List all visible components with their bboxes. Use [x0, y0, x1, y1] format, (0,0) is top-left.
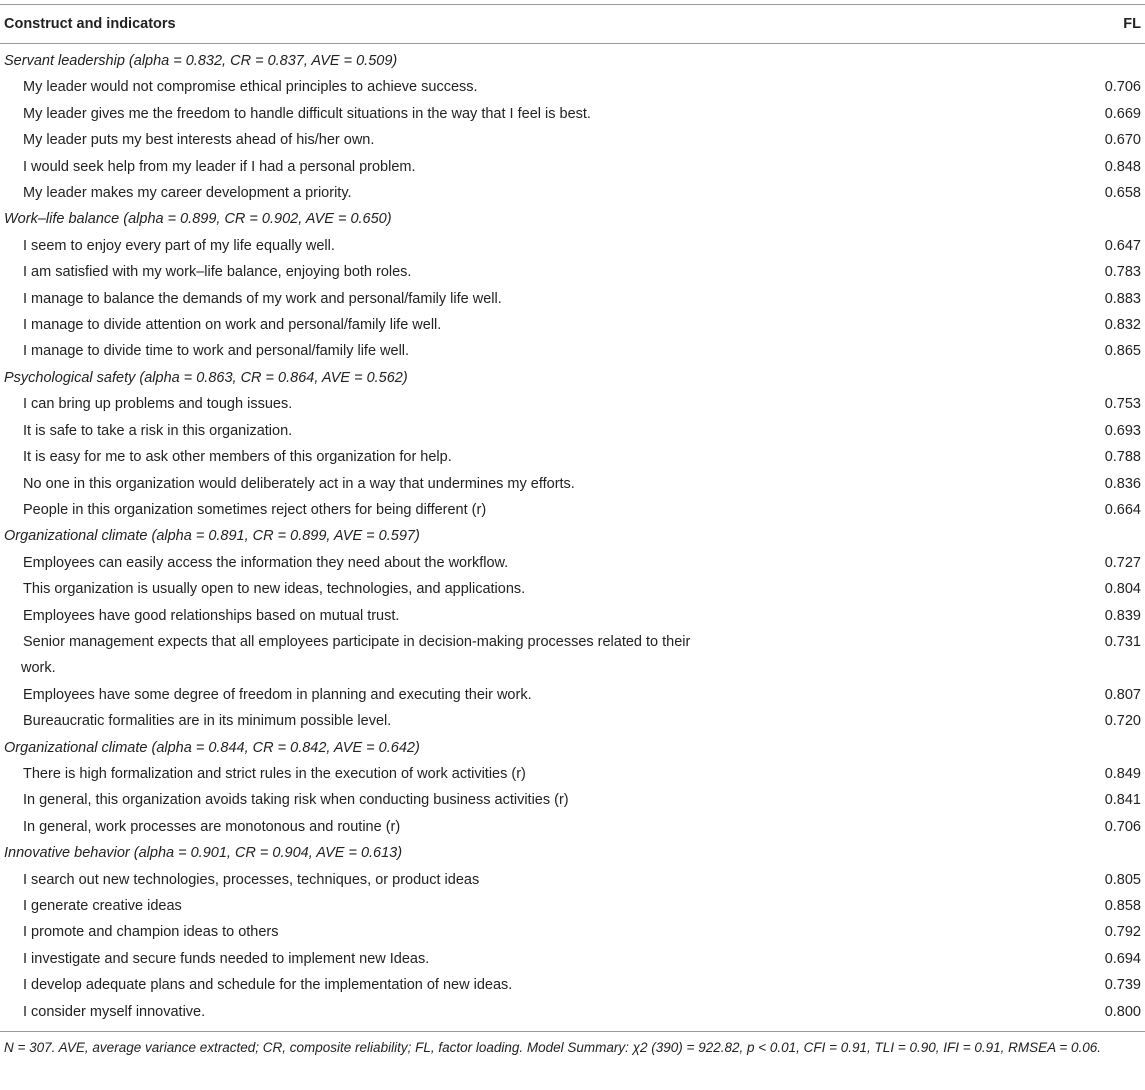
- indicator-text: There is high formalization and strict rules in the execution of work activities (r): [23, 765, 526, 782]
- indicator-text: My leader puts my best interests ahead of his/her own.: [23, 132, 375, 149]
- indicator-row: [0, 893, 1145, 919]
- factor-loading-value: 0.832: [1104, 317, 1141, 334]
- factor-loading-value: 0.805: [1104, 871, 1141, 888]
- indicator-cell: [0, 471, 575, 497]
- indicator-text: Employees have some degree of freedom in planning and executing their work.: [23, 686, 532, 703]
- indicator-text: I seem to enjoy every part of my life equally well.: [23, 237, 335, 254]
- indicator-row: [0, 682, 1145, 708]
- construct-title: Psychological safety (alpha = 0.863, CR = 0.864, AVE = 0.562): [4, 369, 408, 386]
- indicator-row: [0, 444, 1145, 470]
- factor-loading-value: 0.841: [1104, 792, 1141, 809]
- construct-title: Organizational climate (alpha = 0.844, CR = 0.842, AVE = 0.642): [4, 739, 420, 756]
- construct-row: [0, 735, 1145, 761]
- indicator-text: I consider myself innovative.: [23, 1003, 206, 1020]
- indicator-cell: [0, 946, 429, 972]
- indicator-row: [0, 972, 1145, 998]
- indicator-text: It is easy for me to ask other members of this organization for help.: [23, 449, 452, 466]
- indicator-row: [0, 761, 1145, 787]
- indicator-cell: [0, 497, 486, 523]
- indicator-row: [0, 418, 1145, 444]
- indicator-row: [0, 603, 1145, 629]
- indicator-text: I am satisfied with my work–life balance, enjoying both roles.: [23, 264, 412, 281]
- indicator-cell: [0, 418, 292, 444]
- factor-loading-value: 0.670: [1104, 132, 1141, 149]
- indicator-text: It is safe to take a risk in this organization.: [23, 422, 293, 439]
- indicator-cell: [0, 154, 416, 180]
- indicator-text: In general, work processes are monotonous and routine (r): [23, 818, 401, 835]
- construct-title: Organizational climate (alpha = 0.891, CR = 0.899, AVE = 0.597): [4, 528, 420, 545]
- indicator-row: [0, 550, 1145, 576]
- indicator-cell: [0, 444, 452, 470]
- indicator-text: I search out new technologies, processes, techniques, or product ideas: [23, 871, 480, 888]
- factor-loading-value: 0.788: [1104, 449, 1141, 466]
- table-footnote: N = 307. AVE, average variance extracted; CR, composite reliability; FL, factor loading. Model Summary: χ2 (390) = 922.82, p < 0.01, CFI = 0.91, TLI = 0.90, IFI = 0.91, RMSEA = 0.06.: [4, 1040, 1102, 1056]
- header-fl-label: FL: [1123, 16, 1141, 32]
- factor-loading-value: 0.783: [1104, 264, 1141, 281]
- indicator-cell: [0, 233, 335, 259]
- indicator-row: [0, 708, 1145, 734]
- indicator-row: [0, 999, 1145, 1025]
- indicator-text: My leader gives me the freedom to handle difficult situations in the way that I feel is best.: [23, 105, 591, 122]
- indicator-row: [0, 391, 1145, 417]
- indicator-text-continued: work.: [21, 660, 56, 677]
- indicator-text: Bureaucratic formalities are in its minimum possible level.: [23, 713, 392, 730]
- construct-row: [0, 206, 1145, 232]
- indicator-row: [0, 497, 1145, 523]
- indicator-row: [0, 576, 1145, 602]
- factor-loading-value: 0.849: [1104, 765, 1141, 782]
- factor-loading-value: 0.753: [1104, 396, 1141, 413]
- indicator-text: Employees have good relationships based on mutual trust.: [23, 607, 400, 624]
- indicator-row: [0, 338, 1145, 364]
- indicator-cell: [0, 867, 479, 893]
- indicator-cell: [0, 814, 400, 840]
- indicator-text: Employees can easily access the information they need about the workflow.: [23, 554, 509, 571]
- factor-loading-value: 0.694: [1104, 950, 1141, 967]
- indicator-text: I manage to balance the demands of my work and personal/family life well.: [23, 290, 502, 307]
- factor-loading-value: 0.792: [1104, 924, 1141, 941]
- indicator-cell: [0, 999, 205, 1025]
- factor-loading-table: [0, 4, 1145, 1058]
- indicator-cell: [0, 972, 512, 998]
- indicator-text: I would seek help from my leader if I had a personal problem.: [23, 158, 416, 175]
- factor-loading-value: 0.647: [1104, 237, 1141, 254]
- factor-loading-value: 0.706: [1104, 79, 1141, 96]
- indicator-cell: [0, 286, 502, 312]
- table-header: [0, 5, 1145, 43]
- factor-loading-value: 0.706: [1104, 818, 1141, 835]
- indicator-text: My leader would not compromise ethical principles to achieve success.: [23, 79, 478, 96]
- factor-loading-value: 0.800: [1104, 1003, 1141, 1020]
- factor-loading-value: 0.848: [1104, 158, 1141, 175]
- factor-loading-value: 0.839: [1104, 607, 1141, 624]
- indicator-text: I promote and champion ideas to others: [23, 924, 279, 941]
- indicator-cell: [0, 603, 399, 629]
- factor-loading-value: 0.669: [1104, 105, 1141, 122]
- indicator-row: [0, 74, 1145, 100]
- indicator-text: I can bring up problems and tough issues.: [23, 396, 293, 413]
- factor-loading-value: 0.731: [1104, 633, 1141, 650]
- factor-loading-value: 0.693: [1104, 422, 1141, 439]
- indicator-row: [0, 312, 1145, 338]
- indicator-row: [0, 154, 1145, 180]
- indicator-cell: [0, 127, 374, 153]
- indicator-text: I generate creative ideas: [23, 898, 182, 914]
- construct-row: [0, 365, 1145, 391]
- construct-title: Work–life balance (alpha = 0.899, CR = 0.902, AVE = 0.650): [4, 211, 392, 228]
- indicator-text: My leader makes my career development a priority.: [23, 185, 352, 202]
- indicator-cell: [0, 576, 525, 602]
- indicator-row: [0, 471, 1145, 497]
- factor-loading-value: 0.727: [1104, 554, 1141, 571]
- factor-loading-value: 0.658: [1104, 185, 1141, 202]
- construct-title: Innovative behavior (alpha = 0.901, CR = 0.904, AVE = 0.613): [4, 845, 403, 862]
- construct-row: [0, 48, 1145, 74]
- factor-loading-value: 0.720: [1104, 713, 1141, 730]
- indicator-cell: [0, 338, 409, 364]
- indicator-text: No one in this organization would deliberately act in a way that undermines my efforts.: [23, 475, 575, 492]
- indicator-text: In general, this organization avoids taking risk when conducting business activities (r): [23, 792, 569, 809]
- indicator-cell: [0, 682, 532, 708]
- construct-title: Servant leadership (alpha = 0.832, CR = 0.837, AVE = 0.509): [4, 53, 398, 69]
- indicator-row: [0, 127, 1145, 153]
- header-construct-label: Construct and indicators: [4, 16, 176, 32]
- indicator-row: [0, 814, 1145, 840]
- indicator-text: I manage to divide attention on work and personal/family life well.: [23, 317, 442, 334]
- indicator-row: [0, 787, 1145, 813]
- indicator-cell: [0, 180, 352, 206]
- factor-loading-value: 0.858: [1104, 898, 1141, 914]
- factor-loading-value: 0.739: [1104, 977, 1141, 994]
- indicator-cell: [0, 761, 526, 787]
- indicator-cell: [0, 708, 391, 734]
- indicator-text: I develop adequate plans and schedule for the implementation of new ideas.: [23, 977, 513, 994]
- factor-loading-value: 0.664: [1104, 501, 1141, 518]
- indicator-cell: [0, 101, 591, 127]
- construct-row: [0, 840, 1145, 866]
- factor-loading-value: 0.804: [1104, 581, 1141, 598]
- indicator-row: [0, 867, 1145, 893]
- indicator-row: [0, 629, 1145, 682]
- indicator-cell: [0, 259, 411, 285]
- indicator-text: This organization is usually open to new ideas, technologies, and applications.: [23, 581, 526, 598]
- indicator-row: [0, 286, 1145, 312]
- indicator-cell: [0, 893, 182, 919]
- indicator-row: [0, 259, 1145, 285]
- factor-loading-value: 0.836: [1104, 475, 1141, 492]
- indicator-text: Senior management expects that all employees participate in decision-making processes related to their: [23, 633, 691, 650]
- indicator-text: I manage to divide time to work and personal/family life well.: [23, 343, 410, 360]
- indicator-row: [0, 919, 1145, 945]
- indicator-text: People in this organization sometimes reject others for being different (r): [23, 501, 487, 518]
- construct-row: [0, 523, 1145, 549]
- factor-loading-value: 0.865: [1104, 343, 1141, 360]
- indicator-cell: [0, 787, 569, 813]
- indicator-row: [0, 946, 1145, 972]
- indicator-cell: [0, 550, 508, 576]
- indicator-cell: [0, 312, 441, 338]
- indicator-cell: [0, 629, 690, 682]
- factor-loading-value: 0.807: [1104, 686, 1141, 703]
- indicator-cell: [0, 391, 292, 417]
- indicator-row: [0, 180, 1145, 206]
- table-body: [0, 44, 1145, 1025]
- factor-loading-value: 0.883: [1104, 290, 1141, 307]
- indicator-cell: [0, 74, 478, 100]
- indicator-row: [0, 101, 1145, 127]
- indicator-row: [0, 233, 1145, 259]
- indicator-text: I investigate and secure funds needed to implement new Ideas.: [23, 950, 430, 967]
- indicator-cell: [0, 919, 279, 945]
